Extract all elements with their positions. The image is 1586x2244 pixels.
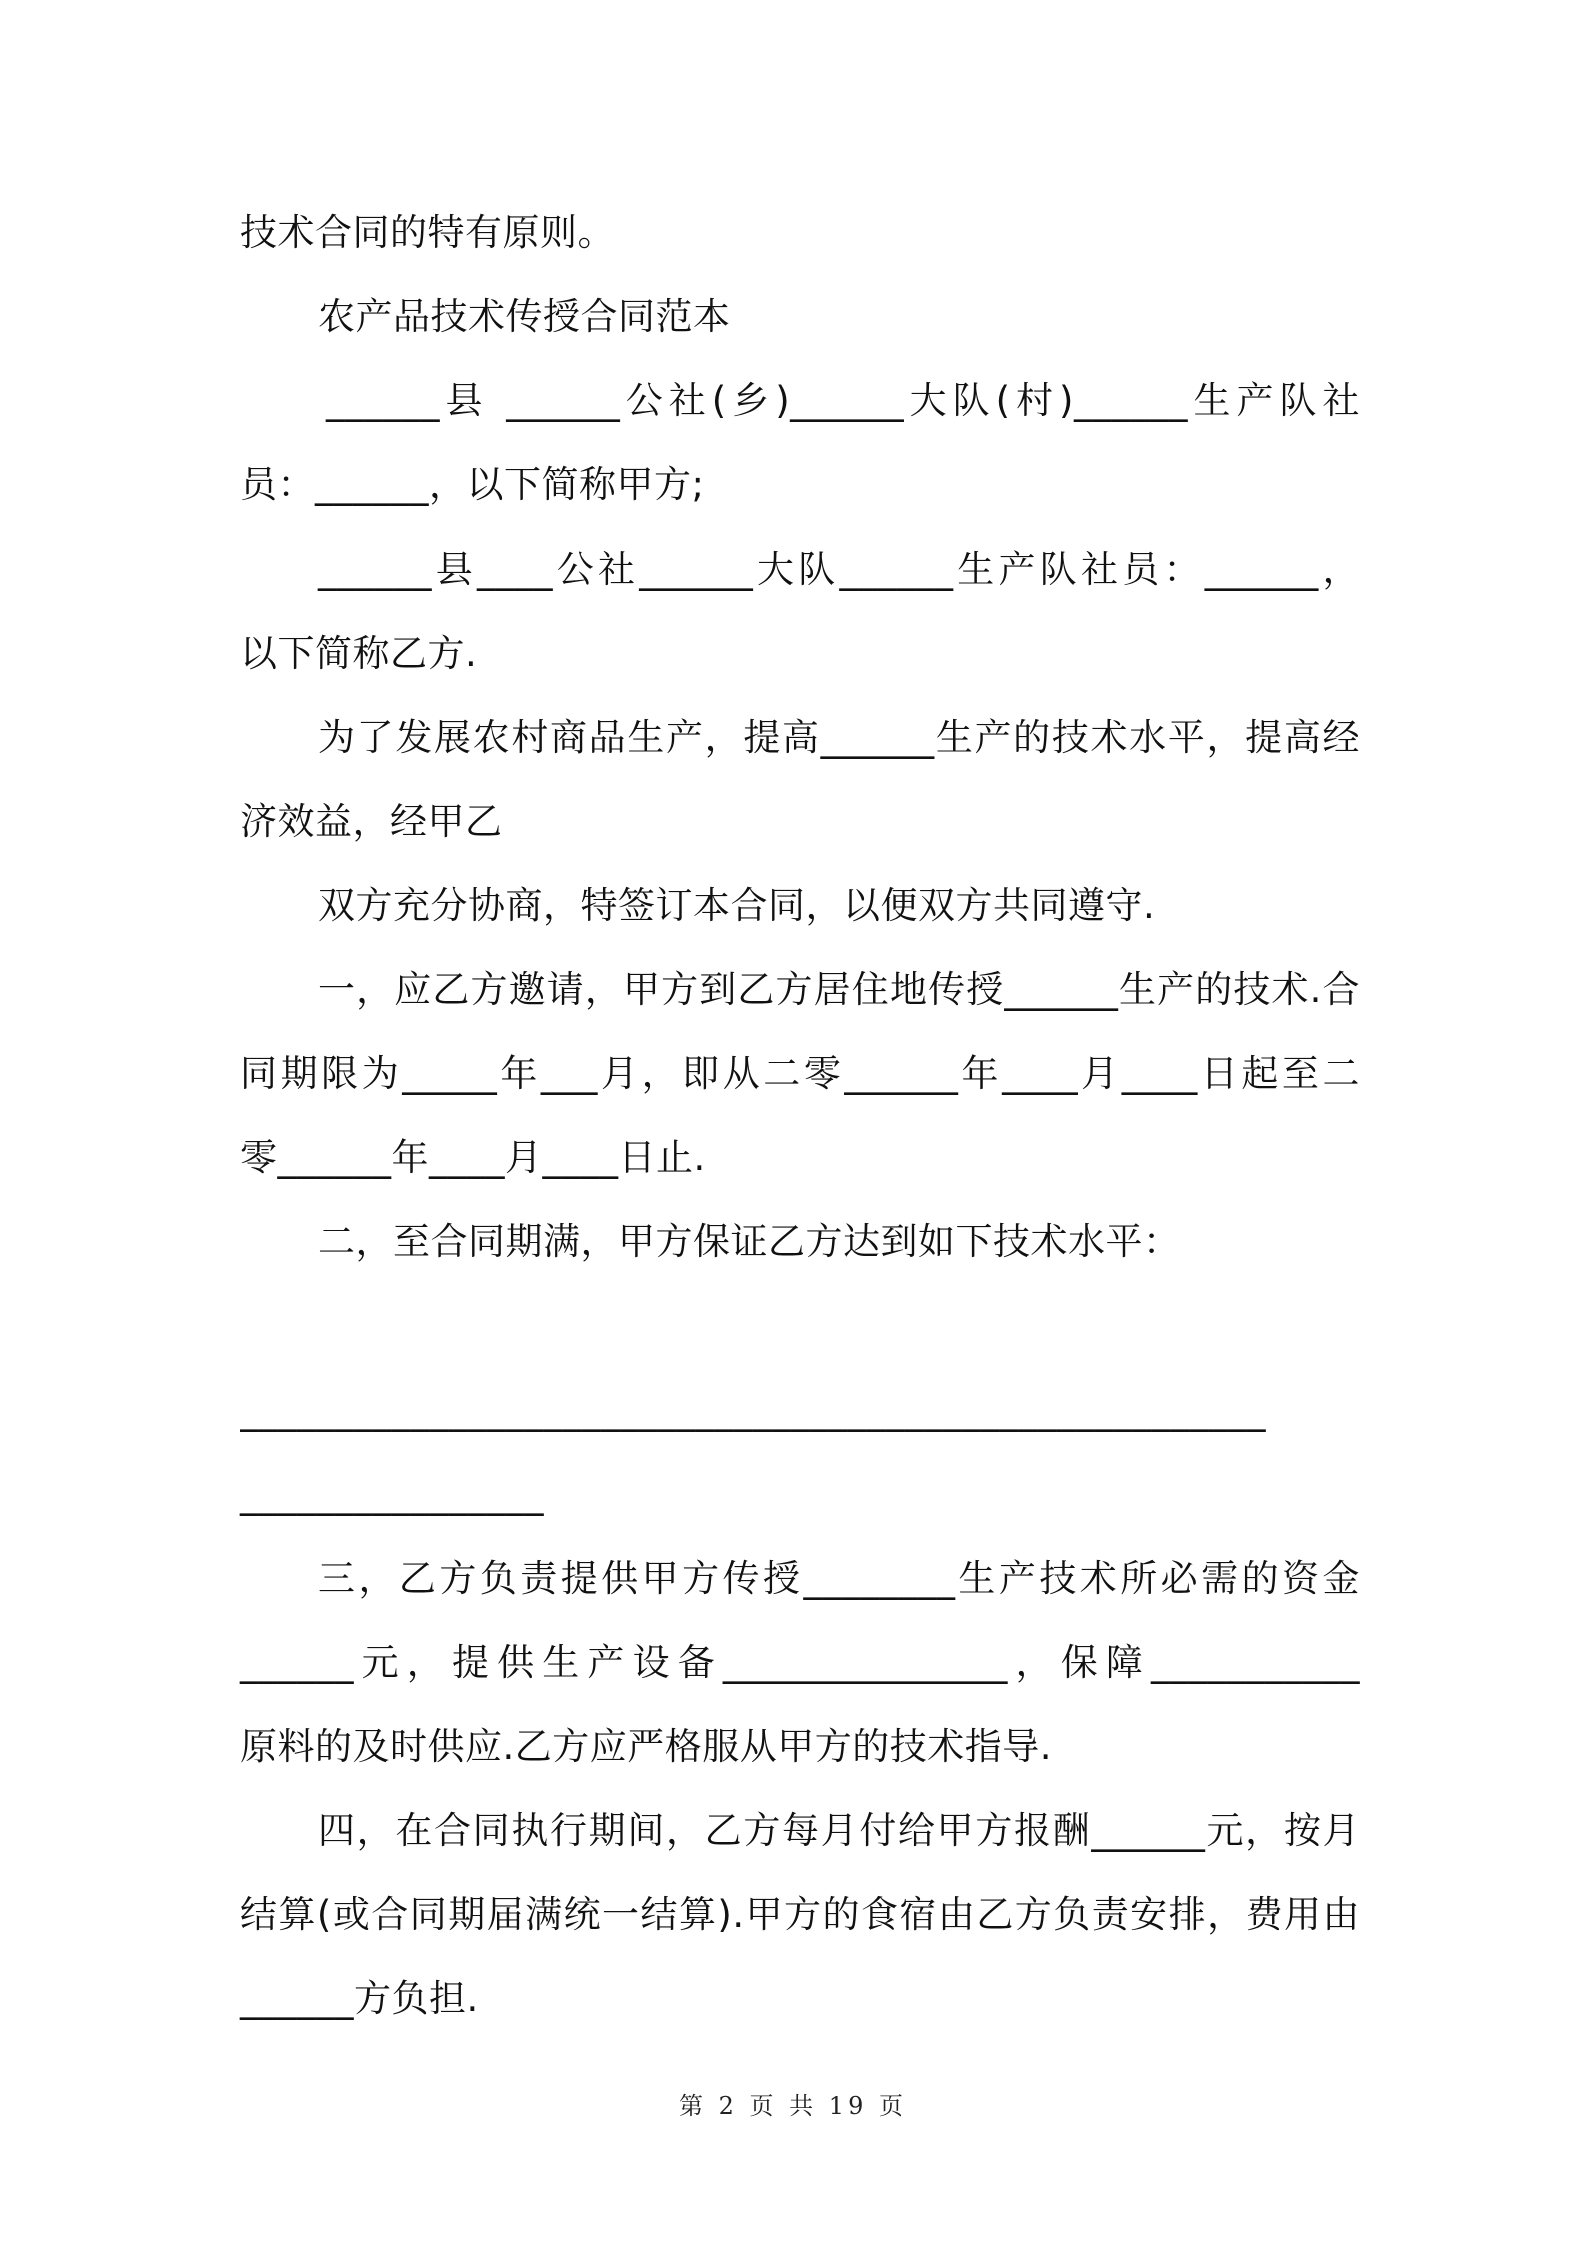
- paragraph-line: 原料的及时供应.乙方应严格服从甲方的技术指导.: [240, 1725, 1053, 1768]
- paragraph-line: 一，应乙方邀请，甲方到乙方居住地传授______生产的技术.合: [318, 968, 1360, 1011]
- paragraph-line: ______县____公社______大队______生产队社员：______，: [318, 548, 1360, 591]
- blank-fill-line: ________________: [240, 1473, 544, 1516]
- paragraph-line: 零______年____月____日止.: [240, 1136, 706, 1179]
- paragraph-line: ______县 ______公社(乡)______大队(村)______生产队社: [326, 379, 1360, 422]
- paragraph-line: 四，在合同执行期间，乙方每月付给甲方报酬______元，按月: [318, 1809, 1360, 1852]
- blank-fill-line: ______________________________________________________: [240, 1389, 1266, 1432]
- paragraph-line: 同期限为_____年___月，即从二零______年____月____日起至二: [240, 1052, 1360, 1095]
- page-number-footer: 第 2 页 共 19 页: [679, 2092, 907, 2120]
- paragraph-line: 员：______，以下简称甲方;: [240, 463, 705, 506]
- paragraph-line: 双方充分协商，特签订本合同，以便双方共同遵守.: [318, 884, 1156, 927]
- paragraph-line: 技术合同的特有原则。: [240, 211, 615, 254]
- paragraph-line: 二，至合同期满，甲方保证乙方达到如下技术水平：: [318, 1220, 1181, 1263]
- contract-title: 农产品技术传授合同范本: [318, 295, 731, 338]
- paragraph-line: ______元，提供生产设备_______________，保障___________: [240, 1641, 1360, 1684]
- paragraph-line: 为了发展农村商品生产，提高______生产的技术水平，提高经: [318, 716, 1360, 759]
- paragraph-line: 三，乙方负责提供甲方传授________生产技术所必需的资金: [318, 1557, 1360, 1600]
- paragraph-line: 结算(或合同期届满统一结算).甲方的食宿由乙方负责安排，费用由: [240, 1893, 1360, 1936]
- paragraph-line: 济效益，经甲乙: [240, 800, 503, 843]
- paragraph-line: 以下简称乙方.: [240, 632, 478, 675]
- paragraph-line: ______方负担.: [240, 1977, 479, 2020]
